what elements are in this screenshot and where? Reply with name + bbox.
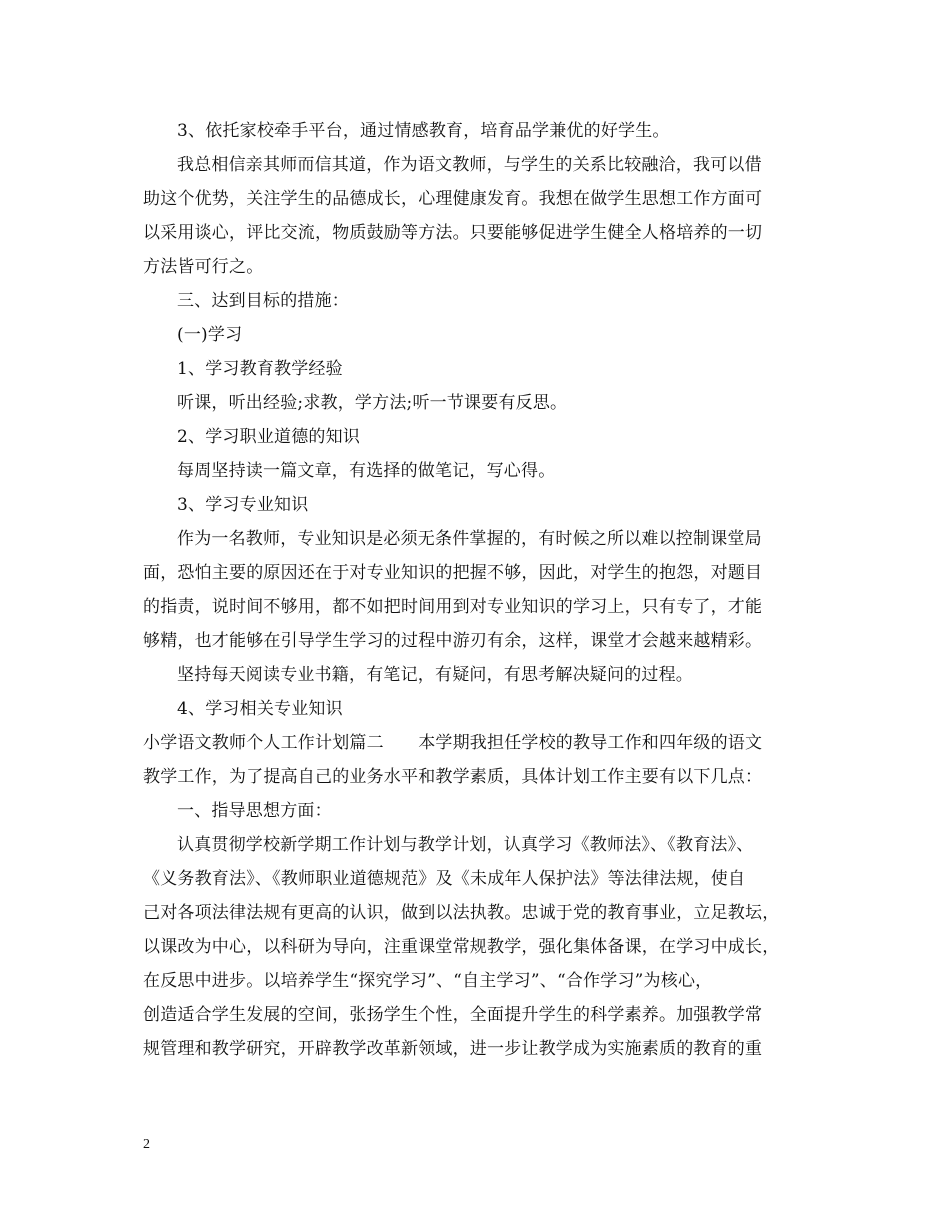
text-line: 方法皆可行之。 bbox=[143, 257, 264, 277]
text-line: 三、达到目标的措施： bbox=[177, 291, 349, 311]
text-line: 的指责，说时间不够用，都不如把时间用到对专业知识的学习上，只有专了，才能 bbox=[143, 597, 763, 617]
text-line: 2、学习职业道德的知识 bbox=[177, 427, 361, 447]
text-line: 面，恐怕主要的原因还在于对专业知识的把握不够，因此，对学生的抱怨，对题目 bbox=[143, 563, 763, 583]
text-line: 认真贯彻学校新学期工作计划与教学计划，认真学习《教师法》、《教育法》、 bbox=[177, 835, 754, 855]
text-line: (一)学习 bbox=[177, 325, 243, 345]
text-line: 坚持每天阅读专业书籍，有笔记，有疑问，有思考解决疑问的过程。 bbox=[177, 665, 693, 685]
text-line: 听课，听出经验;求教，学方法;听一节课要有反思。 bbox=[177, 393, 568, 413]
text-line: 以课改为中心，以科研为导向，注重课堂常规教学，强化集体备课，在学习中成长， bbox=[143, 937, 780, 957]
text-line: 每周坚持读一篇文章，有选择的做笔记，写心得。 bbox=[177, 461, 556, 481]
text-line: 一、指导思想方面： bbox=[177, 801, 332, 821]
text-line: 小学语文教师个人工作计划篇二 本学期我担任学校的教导工作和四年级的语文 bbox=[143, 733, 763, 753]
document-body bbox=[143, 114, 823, 1066]
text-line: 我总相信亲其师而信其道，作为语文教师，与学生的关系比较融洽，我可以借 bbox=[177, 155, 762, 175]
text-line: 1、学习教育教学经验 bbox=[177, 359, 343, 379]
text-line: 作为一名教师，专业知识是必须无条件掌握的，有时候之所以难以控制课堂局 bbox=[177, 529, 762, 549]
text-line: 己对各项法律法规有更高的认识，做到以法执教。忠诚于党的教育事业，立足教坛， bbox=[143, 903, 780, 923]
page-number: 2 bbox=[143, 1137, 150, 1152]
text-line: 《义务教育法》、《教师职业道德规范》及《未成年人保护法》等法律法规，使自 bbox=[143, 869, 746, 889]
text-line: 4、学习相关专业知识 bbox=[177, 699, 343, 719]
text-line: 助这个优势，关注学生的品德成长，心理健康发育。我想在做学生思想工作方面可 bbox=[143, 189, 763, 209]
text-line: 规管理和教学研究，开辟教学改革新领域，进一步让教学成为实施素质的教育的重 bbox=[143, 1039, 763, 1059]
text-line: 以采用谈心，评比交流，物质鼓励等方法。只要能够促进学生健全人格培养的一切 bbox=[143, 223, 763, 243]
text-line: 教学工作，为了提高自己的业务水平和教学素质，具体计划工作主要有以下几点： bbox=[143, 767, 763, 787]
text-line: 3、依托家校牵手平台，通过情感教育，培育品学兼优的好学生。 bbox=[177, 121, 670, 141]
text-line: 够精，也才能够在引导学生学习的过程中游刃有余，这样，课堂才会越来越精彩。 bbox=[143, 631, 763, 651]
text-line: 创造适合学生发展的空间，张扬学生个性，全面提升学生的科学素养。加强教学常 bbox=[143, 1005, 763, 1025]
text-line: 在反思中进步。以培养学生“探究学习”、“自主学习”、“合作学习”为核心， bbox=[143, 971, 713, 991]
text-line: 3、学习专业知识 bbox=[177, 495, 309, 515]
